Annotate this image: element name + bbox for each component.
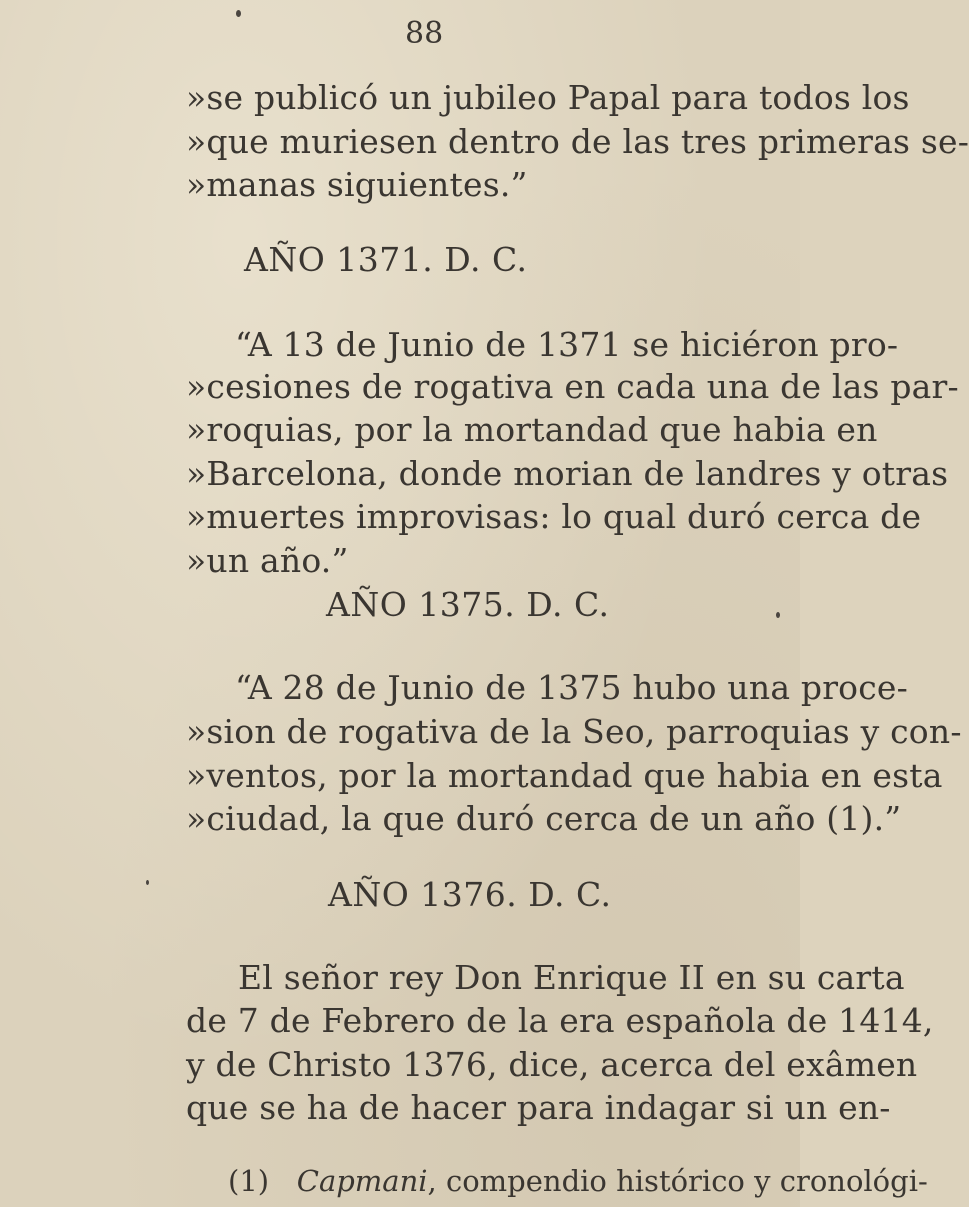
- footnote-line: [228, 1164, 928, 1198]
- text-line: »un año.”: [186, 541, 349, 580]
- ink-speck: [236, 10, 241, 17]
- text-line: “A 13 de Junio de 1371 se hiciéron pro-: [235, 325, 899, 364]
- ink-speck: [146, 880, 149, 885]
- text-line: El señor rey Don Enrique II en su carta: [238, 958, 905, 997]
- footnote-text: , compendio histórico y cronológi-: [427, 1164, 928, 1198]
- footnote-marker: (1): [228, 1164, 270, 1198]
- text-line: »que muriesen dentro de las tres primeras se-: [186, 122, 969, 161]
- text-line: »cesiones de rogativa en cada una de las par-: [186, 367, 959, 406]
- text-line: »sion de rogativa de la Seo, parroquias y con-: [186, 712, 962, 751]
- footnote-author: Capmani: [296, 1164, 428, 1198]
- year-heading: AÑO 1371. D. C.: [244, 240, 528, 279]
- text-line: que se ha de hacer para indagar si un en-: [186, 1088, 891, 1127]
- text-line: »Barcelona, donde morian de landres y otras: [186, 454, 949, 493]
- year-heading: AÑO 1376. D. C.: [328, 875, 612, 914]
- text-line: »se publicó un jubileo Papal para todos los: [186, 78, 910, 117]
- year-heading: AÑO 1375. D. C.: [326, 585, 610, 624]
- text-line: “A 28 de Junio de 1375 hubo una proce-: [235, 668, 909, 707]
- text-line: »muertes improvisas: lo qual duró cerca de: [186, 497, 922, 536]
- text-line: de 7 de Febrero de la era española de 1414,: [186, 1001, 934, 1040]
- page-number: 88: [405, 16, 444, 51]
- text-line: »roquias, por la mortandad que habia en: [186, 410, 878, 449]
- text-line: y de Christo 1376, dice, acerca del exâmen: [186, 1045, 918, 1084]
- text-line: »manas siguientes.”: [186, 165, 528, 204]
- text-line: »ciudad, la que duró cerca de un año (1).”: [186, 799, 902, 838]
- text-line: »ventos, por la mortandad que habia en esta: [186, 756, 943, 795]
- ink-speck: [776, 612, 780, 618]
